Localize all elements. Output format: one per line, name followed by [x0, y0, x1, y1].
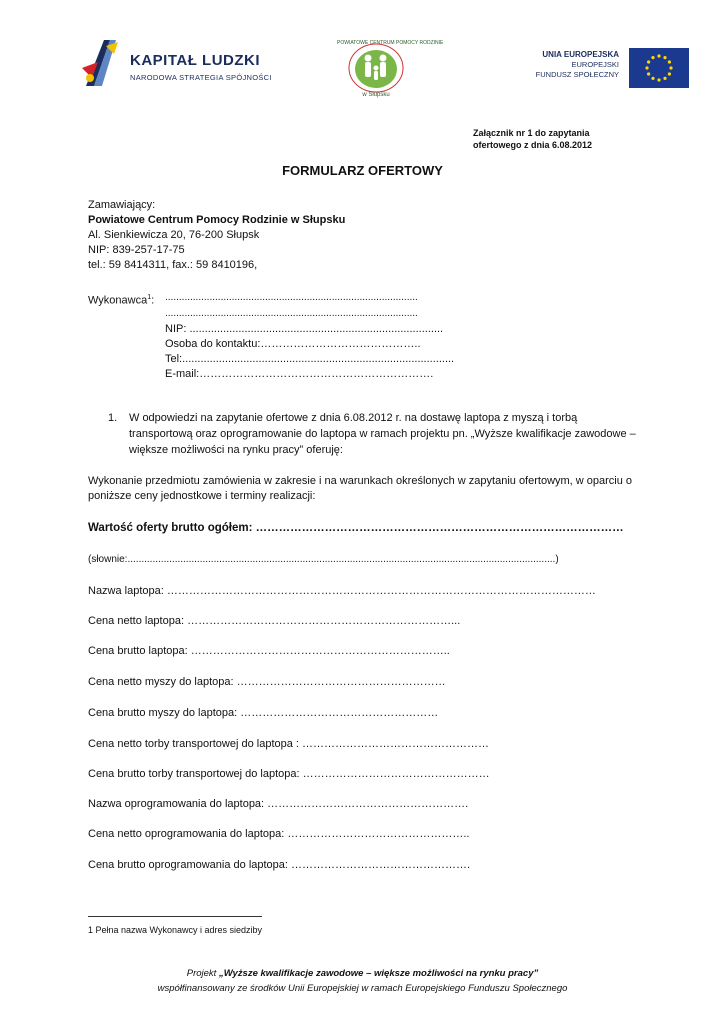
attachment-line2: ofertowego z dnia 6.08.2012 [473, 140, 593, 150]
contractor-label-colon: : [151, 294, 155, 307]
software-name-field[interactable]: Nazwa oprogramowania do laptopa: ………………………………………………. [88, 798, 469, 810]
attachment-line1: Załącznik nr 1 do zapytania [473, 128, 590, 138]
kapital-ludzki-logo [80, 38, 280, 90]
contractor-contact: Osoba do kontaktu:…………………………………….. [165, 338, 421, 350]
software-net-field[interactable]: Cena netto oprogramowania do laptopa: ………………………………………….. [88, 828, 470, 840]
footnote: 1 Pełna nazwa Wykonawcy i adres siedziby [88, 925, 263, 935]
pcpr-city-text: w Słupsku [362, 92, 390, 98]
point1-line1: W odpowiedzi na zapytanie ofertowe z dnia 6.08.2012 r. na dostawę laptopa z myszą i torbą [129, 412, 578, 424]
amount-in-words-field[interactable]: (słownie:..........................................................................................................................................................) [88, 554, 559, 565]
eu-line3: FUNDUSZ SPOŁECZNY [535, 70, 619, 79]
client-phone: tel.: 59 8414311, fax.: 59 8410196, [88, 259, 258, 271]
client-nip: NIP: 839-257-17-75 [88, 244, 185, 256]
laptop-name-field[interactable]: Nazwa laptopa: ……………………………………………………………………………………………………… [88, 585, 596, 597]
contractor-email: E-mail:………………………………………………………. [165, 368, 434, 380]
kapital-ludzki-subtitle: NARODOWA STRATEGIA SPÓJNOŚCI [130, 73, 272, 82]
footer-project [0, 968, 725, 979]
contractor-tel: Tel:......................................................................................... [165, 353, 455, 365]
contractor-line2: ........................................................................................... [165, 308, 418, 319]
laptop-net-field[interactable]: Cena netto laptopa: ………………………………………………………………... [88, 615, 461, 627]
client-address: Al. Sienkiewicza 20, 76-200 Słupsk [88, 229, 260, 241]
contractor-line1: ........................................................................................... [165, 292, 418, 303]
client-label: Zamawiający: [88, 199, 156, 211]
software-gross-field[interactable]: Cena brutto oprogramowania do laptopa: …………………………………………. [88, 859, 471, 871]
footnote-divider [88, 916, 262, 917]
laptop-gross-field[interactable]: Cena brutto laptopa: …………………………………………………………….. [88, 645, 450, 657]
total-value-field[interactable]: Wartość oferty brutto ogółem: …………………………………………………………………………………… [88, 522, 624, 534]
bag-gross-field[interactable]: Cena brutto torby transportowej do laptopa: …………………………………………… [88, 768, 490, 780]
bag-net-field[interactable]: Cena netto torby transportowej do laptopa : …………………………………………… [88, 738, 490, 750]
attachment-note [473, 127, 592, 151]
pcpr-ring-text: POWIATOWE CENTRUM POMOCY RODZINIE [337, 40, 444, 46]
contractor-label [88, 290, 154, 309]
contractor-nip: NIP: ................................................................................... [165, 323, 444, 335]
mouse-gross-field[interactable]: Cena brutto myszy do laptopa: ……………………………………………… [88, 707, 439, 719]
form-title: FORMULARZ OFERTOWY [282, 163, 443, 178]
kapital-ludzki-title: KAPITAŁ LUDZKI [130, 52, 261, 69]
point1-number: 1. [108, 412, 118, 424]
footer-project-prefix: Projekt [186, 968, 219, 979]
mouse-net-field[interactable]: Cena netto myszy do laptopa: ………………………………………………… [88, 676, 446, 688]
footnote-ref: 1 [147, 294, 152, 301]
point1-line3: większe możliwości na rynku pracy” oferuję: [129, 444, 343, 456]
pcpr-logo [333, 38, 444, 102]
footer-funding: współfinansowany ze środków Unii Europejskiej w ramach Europejskiego Funduszu Społecznego [157, 983, 568, 994]
footer-project-name: „Wyższe kwalifikacje zawodowe – większe możliwości na rynku pracy” [218, 968, 539, 979]
kapital-ludzki-emblem-icon [80, 38, 128, 90]
intro-line1: Wykonanie przedmiotu zamówienia w zakresie i na warunkach określonych w zapytaniu ofertowym, w oparciu o [88, 475, 633, 487]
client-name: Powiatowe Centrum Pomocy Rodzinie w Słupsku [88, 214, 346, 226]
eu-line2: EUROPEJSKI [571, 60, 619, 69]
eu-flag-icon [629, 48, 689, 88]
point1-line2: transportową oraz oprogramowanie do laptopa w ramach projektu pn. „Wyższe kwalifikacje zawodowe – [129, 428, 636, 440]
intro-line2: poniższe ceny jednostkowe i terminy realizacji: [88, 490, 316, 502]
contractor-label-text: Wykonawca [88, 294, 148, 307]
eu-text [509, 50, 619, 80]
eu-logo [514, 48, 689, 90]
eu-line1: UNIA EUROPEJSKA [542, 50, 619, 59]
